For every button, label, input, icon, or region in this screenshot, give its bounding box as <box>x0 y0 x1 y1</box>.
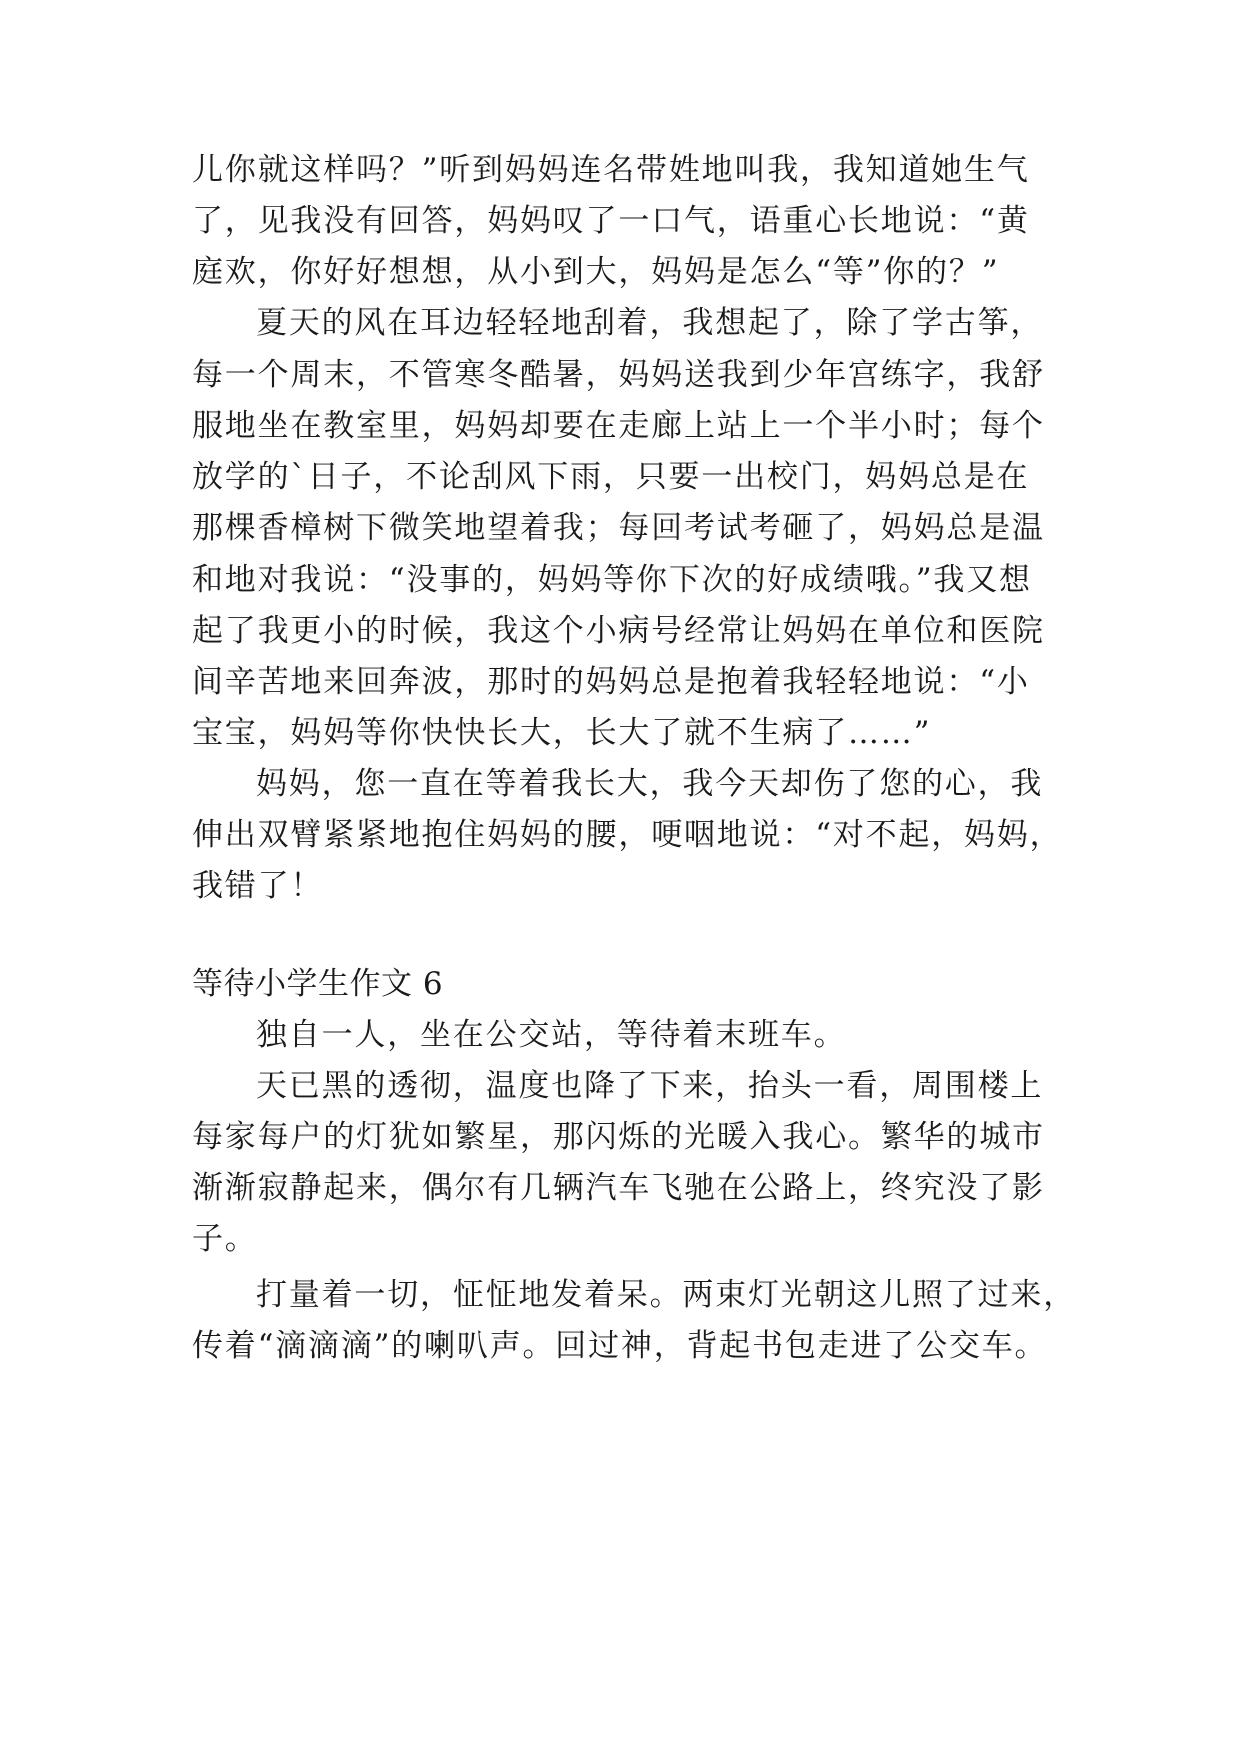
text-line: 儿你就这样吗？”听到妈妈连名带姓地叫我，我知道她生气 <box>192 152 1030 188</box>
text-line: 起了我更小的时候，我这个小病号经常让妈妈在单位和医院 <box>192 613 1045 649</box>
text-line: 宝宝，妈妈等你快快长大，长大了就不生病了……” <box>192 715 932 751</box>
text-line: 和地对我说：“没事的，妈妈等你下次的好成绩哦。”我又想 <box>192 562 1032 598</box>
text-line: 渐渐寂静起来，偶尔有几辆汽车飞驰在公路上，终究没了影 <box>192 1170 1045 1206</box>
essay-title: 等待小学生作文 6 <box>192 966 444 1002</box>
paragraph-first-line: 夏天的风在耳边轻轻地刮着，我想起了，除了学古筝， <box>256 305 1044 341</box>
text-line: 放学的`日子，不论刮风下雨，只要一出校门，妈妈总是在 <box>192 459 1030 495</box>
text-line: 庭欢，你好好想想，从小到大，妈妈是怎么“等”你的？” <box>192 254 1000 290</box>
paragraph-first-line: 妈妈，您一直在等着我长大，我今天却伤了您的心，我 <box>256 766 1044 802</box>
paragraph-first-line: 打量着一切，怔怔地发着呆。两束灯光朝这儿照了过来， <box>256 1277 1076 1313</box>
text-line: 了，见我没有回答，妈妈叹了一口气，语重心长地说：“黄 <box>192 203 1030 239</box>
text-line: 每一个周末，不管寒冬酷暑，妈妈送我到少年宫练字，我舒 <box>192 357 1045 393</box>
text-line: 那棵香樟树下微笑地望着我；每回考试考砸了，妈妈总是温 <box>192 510 1045 546</box>
text-line: 间辛苦地来回奔波，那时的妈妈总是抱着我轻轻地说：“小 <box>192 664 1030 700</box>
text-line: 伸出双臂紧紧地抱住妈妈的腰，哽咽地说：“对不起，妈妈， <box>192 817 1063 853</box>
text-line: 子。 <box>192 1221 258 1257</box>
text-line: 我错了！ <box>192 868 324 904</box>
paragraph-first-line: 天已黑的透彻，温度也降了下来，抬头一看，周围楼上 <box>256 1068 1044 1104</box>
text-line: 服地坐在教室里，妈妈却要在走廊上站上一个半小时；每个 <box>192 408 1045 444</box>
text-line: 每家每户的灯犹如繁星，那闪烁的光暖入我心。繁华的城市 <box>192 1119 1045 1155</box>
text-line: 传着“滴滴滴”的喇叭声。回过神，背起书包走进了公交车。 <box>192 1328 1048 1364</box>
paragraph-first-line: 独自一人，坐在公交站，等待着末班车。 <box>256 1017 847 1053</box>
